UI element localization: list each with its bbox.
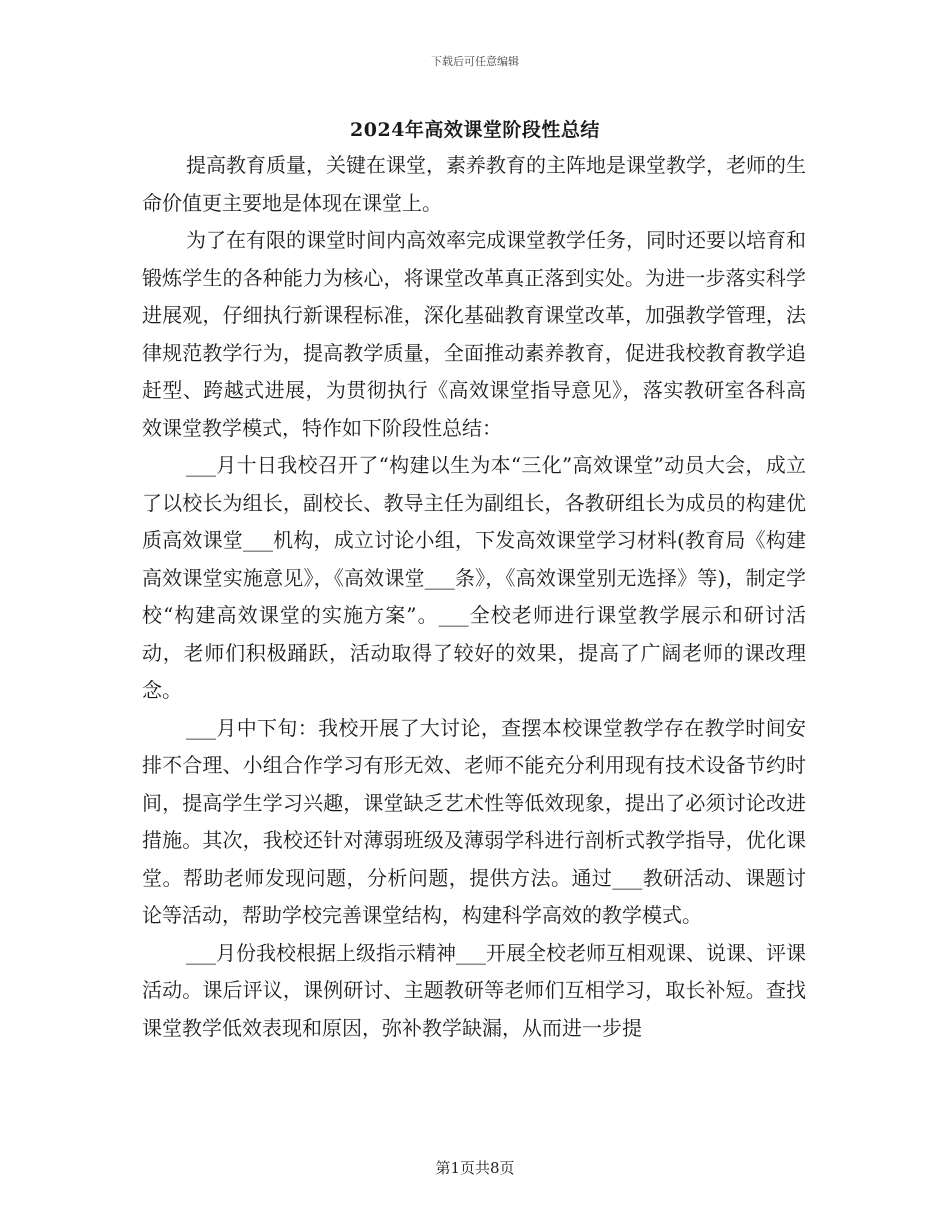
paragraph: ___月十日我校召开了“构建以生为本“三化”高效课堂”动员大会，成立了以校长为组长，副校长、教导主任为副组长，各教研组长为成员的构建优质高效课堂___机构，成立讨论小组，下发高效课堂学习材料(教育局《构建高效课堂实施意见》，《高效课堂___条》，《高效课堂别无选择》等)，制定学校“构建高效课堂的实施方案”。___全校老师进行课堂教学展示和研讨活动，老师们积极踊跃，活动取得了较好的效果，提高了广阔老师的课改理念。 bbox=[142, 453, 806, 702]
paragraph: ___月中下旬：我校开展了大讨论，查摆本校课堂教学存在教学时间安排不合理、小组合作学习有形无效、老师不能充分利用现有技术设备节约时间，提高学生学习兴趣，课堂缺乏艺术性等低效现象，提出了必须讨论改进措施。其次，我校还针对薄弱班级及薄弱学科进行剖析式教学指导，优化课堂。帮助老师发现问题，分析问题，提供方法。通过___教研活动、课题讨论等活动，帮助学校完善课堂结构，构建科学高效的教学模式。 bbox=[142, 715, 806, 927]
paragraph: 提高教育质量，关键在课堂，素养教育的主阵地是课堂教学，老师的生命价值更主要地是体现在课堂上。 bbox=[142, 153, 806, 215]
page-number: 第1页共8页 bbox=[435, 1159, 515, 1177]
paragraph: 为了在有限的课堂时间内高效率完成课堂教学任务，同时还要以培育和锻炼学生的各种能力为核心，将课堂改革真正落到实处。为进一步落实科学进展观，仔细执行新课程标准，深化基础教育课堂改革，加强教学管理，法律规范教学行为，提高教学质量，全面推动素养教育，促进我校教育教学追赶型、跨越式进展，为贯彻执行《高效课堂指导意见》，落实教研室各科高效课堂教学模式，特作如下阶段性总结： bbox=[142, 228, 806, 440]
paragraph: ___月份我校根据上级指示精神___开展全校老师互相观课、说课、评课活动。课后评议，课例研讨、主题教研等老师们互相学习，取长补短。查找课堂教学低效表现和原因，弥补教学缺漏，从而进一步提 bbox=[142, 940, 806, 1040]
page-header-note: 下载后可任意编辑 bbox=[431, 55, 519, 68]
document-title: 2024年高效课堂阶段性总结 bbox=[350, 119, 600, 141]
document-body bbox=[142, 147, 806, 1047]
